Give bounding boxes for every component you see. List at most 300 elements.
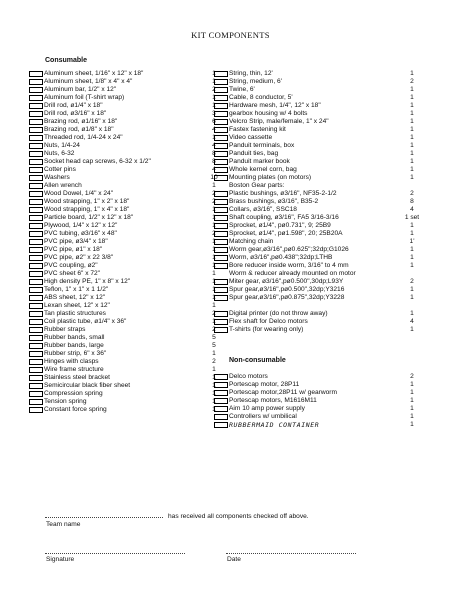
signature-line[interactable] — [45, 553, 185, 554]
checklist-item — [214, 405, 434, 413]
checklist-item — [29, 230, 229, 238]
item-quantity: 1 — [410, 381, 414, 388]
item-quantity: 1 — [212, 270, 216, 277]
item-label: Teflon, 1" x 1" x 1 1/2" — [44, 286, 109, 293]
checkbox[interactable] — [29, 127, 43, 134]
date-line[interactable] — [226, 553, 356, 554]
checklist-item — [29, 254, 229, 262]
item-quantity: 1 — [212, 398, 216, 405]
checklist-item — [214, 158, 434, 166]
checkbox[interactable] — [29, 303, 43, 310]
checkbox[interactable] — [214, 239, 228, 246]
checkbox[interactable] — [214, 79, 228, 86]
item-label: Aim 10 amp power supply — [229, 405, 305, 412]
item-label: String, thin, 12' — [229, 70, 273, 77]
checklist-item — [29, 302, 229, 310]
item-label: Fastex fastening kit — [229, 126, 286, 133]
item-quantity: 8 — [212, 158, 216, 165]
checklist-item — [29, 318, 229, 326]
checkbox[interactable] — [29, 327, 43, 334]
item-quantity: 1 — [410, 118, 414, 125]
checklist-item — [29, 70, 229, 78]
item-quantity: 1 — [212, 286, 216, 293]
item-label: Flex shaft for Delco motors — [229, 318, 308, 325]
item-label: Constant force spring — [44, 406, 107, 413]
item-quantity: 1 — [212, 238, 216, 245]
checkbox[interactable] — [29, 119, 43, 126]
item-label: Drill rod, ø3/16" x 18" — [44, 110, 107, 117]
checkbox[interactable] — [29, 167, 43, 174]
checkbox[interactable] — [29, 319, 43, 326]
checklist-item — [214, 166, 434, 174]
item-quantity: 1 — [212, 206, 216, 213]
item-label: Panduit marker book — [229, 158, 290, 165]
item-label: PVC pipe, ø2" x 22 3/8" — [44, 254, 114, 261]
item-label: Sprocket, ø1/4", pø0.731", 9; 25B9 — [229, 222, 331, 229]
item-label: Worm gear,ø3/16",pø0.625";32dp;G1026 — [229, 246, 349, 253]
date-label: Date — [227, 556, 241, 563]
item-quantity: 1 — [410, 310, 414, 317]
item-quantity: 1 — [410, 102, 414, 109]
checklist-item — [29, 182, 229, 190]
checklist-item — [29, 142, 229, 150]
item-label: Threaded rod, 1/4-24 x 24" — [44, 134, 123, 141]
checklist-item — [29, 238, 229, 246]
item-quantity: 1 — [212, 222, 216, 229]
item-label: PVC tubing, ø3/16" x 48" — [44, 230, 117, 237]
checkbox[interactable] — [214, 111, 228, 118]
checklist-item — [29, 326, 229, 334]
checkbox[interactable] — [29, 399, 43, 406]
item-quantity: 8 — [212, 150, 216, 157]
checklist-item — [29, 126, 229, 134]
checkbox[interactable] — [214, 263, 228, 270]
checkbox[interactable] — [214, 175, 228, 182]
item-quantity: 2 — [212, 86, 216, 93]
checkbox[interactable] — [29, 135, 43, 142]
checkbox[interactable] — [29, 215, 43, 222]
checklist-item — [29, 222, 229, 230]
item-label: Shaft coupling, ø3/16", FA5 3/16-3/16 — [229, 214, 339, 221]
checklist-item — [214, 294, 434, 302]
page-title: KIT COMPONENTS — [191, 30, 270, 40]
checklist-item — [214, 310, 434, 318]
item-label: Aluminum foil (T-shirt wrap) — [44, 94, 125, 101]
checkbox[interactable] — [29, 95, 43, 102]
item-label: Lexan sheet, 12" x 12" — [44, 302, 110, 309]
item-label: Portescap motor,28P11 w/ gearworm — [229, 389, 337, 396]
checklist-item — [214, 278, 434, 286]
checklist-item — [214, 222, 434, 230]
item-quantity: 1 — [410, 150, 414, 157]
item-label: Worm, ø3/16",pø0.438";32dp;LTHB — [229, 254, 333, 261]
checkbox[interactable] — [29, 175, 43, 182]
item-label: Wood strapping, 1" x 2" x 18" — [44, 198, 130, 205]
checkbox[interactable] — [214, 135, 228, 142]
checkbox[interactable] — [214, 390, 228, 397]
item-quantity: 1 — [410, 86, 414, 93]
item-label: Particle board, 1/2" x 12" x 18" — [44, 214, 134, 221]
item-quantity: 4 — [410, 206, 414, 213]
item-label: Delco motors — [229, 373, 268, 380]
checkbox[interactable] — [214, 327, 228, 334]
checklist-item — [214, 110, 434, 118]
item-label: Spur gear,ø3/16",pø0.875",32dp;Y3228 — [229, 294, 345, 301]
checklist-item — [214, 190, 434, 198]
team-name-blank[interactable] — [45, 517, 163, 518]
checkbox[interactable] — [214, 382, 228, 389]
item-label: gearbox housing w/ 4 bolts — [229, 110, 308, 117]
checkbox[interactable] — [29, 383, 43, 390]
item-label: Matching chain — [229, 238, 274, 245]
checkbox[interactable] — [214, 191, 228, 198]
checkbox[interactable] — [214, 119, 228, 126]
checkbox[interactable] — [29, 191, 43, 198]
item-quantity: 1 — [212, 366, 216, 373]
item-label: RUBBERMAID CONTAINER — [229, 421, 320, 429]
item-quantity: 1 — [410, 405, 414, 412]
item-label: Nuts, 6-32 — [44, 150, 75, 157]
item-label: Nuts, 1/4-24 — [44, 142, 80, 149]
consumable-heading: Consumable — [45, 57, 88, 64]
checklist-item — [29, 174, 229, 182]
checkbox[interactable] — [29, 359, 43, 366]
checkbox[interactable] — [29, 407, 43, 414]
checklist-item — [29, 134, 229, 142]
checkbox[interactable] — [214, 159, 228, 166]
item-quantity: 2 — [212, 358, 216, 365]
received-statement: has received all components checked off above. — [168, 513, 309, 520]
item-label: Collars, ø3/16", SSC18 — [229, 206, 297, 213]
item-label: T-shirts (for wearing only) — [229, 326, 304, 333]
checkbox[interactable] — [214, 199, 228, 206]
checklist-item — [29, 382, 229, 390]
item-quantity: 1 — [410, 142, 414, 149]
checklist-item — [214, 326, 434, 334]
item-label: Panduit ties, bag — [229, 150, 279, 157]
checkbox[interactable] — [29, 247, 43, 254]
item-label: Plywood, 1/4" x 12" x 12" — [44, 222, 118, 229]
right-item-list — [214, 70, 434, 334]
checkbox[interactable] — [29, 79, 43, 86]
checkbox[interactable] — [29, 343, 43, 350]
item-quantity: 1 — [212, 294, 216, 301]
item-quantity: 1 — [212, 94, 216, 101]
checkbox[interactable] — [214, 422, 228, 429]
checkbox[interactable] — [214, 127, 228, 134]
item-label: Cable, 8 conductor, 5' — [229, 94, 293, 101]
checkbox[interactable] — [29, 375, 43, 382]
checklist-item — [214, 286, 434, 294]
team-name-label: Team name — [46, 521, 81, 528]
item-label: Rubber straps — [44, 326, 86, 333]
checkbox[interactable] — [214, 143, 228, 150]
item-label: Aluminum bar, 1/2" x 12" — [44, 86, 117, 93]
checkbox[interactable] — [29, 143, 43, 150]
checkbox[interactable] — [214, 374, 228, 381]
checkbox[interactable] — [29, 151, 43, 158]
item-quantity: 1 — [410, 230, 414, 237]
item-quantity: 2 — [410, 190, 414, 197]
checklist-item — [29, 150, 229, 158]
checklist-item — [29, 246, 229, 254]
checklist-item — [214, 174, 434, 182]
checkbox[interactable] — [214, 167, 228, 174]
checkbox[interactable] — [29, 103, 43, 110]
item-label: Aluminum sheet, 1/16" x 12" x 18" — [44, 70, 144, 77]
item-quantity: 3 — [212, 110, 216, 117]
checkbox[interactable] — [29, 111, 43, 118]
checklist-item — [29, 334, 229, 342]
item-label: Video cassette — [229, 134, 273, 141]
checkbox[interactable] — [214, 295, 228, 302]
item-label: Hardware mesh, 1/4", 12" x 18" — [229, 102, 321, 109]
checklist-item — [214, 150, 434, 158]
item-quantity: 1 — [212, 374, 216, 381]
item-label: Hinges with clasps — [44, 358, 99, 365]
item-quantity: 1 — [410, 94, 414, 101]
checklist-item — [29, 102, 229, 110]
checkbox[interactable] — [29, 87, 43, 94]
item-label: Sprocket, ø1/4", pø1.598", 20; 25B20A — [229, 230, 343, 237]
item-label: ABS sheet, 12" x 12" — [44, 294, 106, 301]
checkbox[interactable] — [214, 311, 228, 318]
checklist-item — [214, 78, 434, 86]
checklist-item — [214, 94, 434, 102]
checklist-item — [214, 254, 434, 262]
checkbox[interactable] — [29, 71, 43, 78]
item-label: Twine, 6' — [229, 86, 255, 93]
checklist-item — [214, 246, 434, 254]
checkbox[interactable] — [29, 239, 43, 246]
checkbox[interactable] — [214, 406, 228, 413]
checklist-item — [29, 110, 229, 118]
item-quantity: 1 set — [404, 214, 420, 221]
item-label: PVC pipe, ø1" x 18" — [44, 246, 103, 253]
item-quantity: 1 — [410, 222, 414, 229]
checklist-item — [214, 134, 434, 142]
item-label: Brazing rod, ø1/16" x 18" — [44, 118, 118, 125]
item-quantity: 10 — [210, 174, 218, 181]
item-label: Velcro Strip, male/female, 1" x 24" — [229, 118, 329, 125]
checklist-item — [29, 278, 229, 286]
item-label: Cotter pins — [44, 166, 76, 173]
item-label: Panduit terminals, box — [229, 142, 295, 149]
item-quantity: 1 — [212, 70, 216, 77]
checklist-item — [214, 118, 434, 126]
checkbox[interactable] — [214, 95, 228, 102]
item-quantity: 1 — [212, 302, 216, 309]
item-quantity: 1 — [212, 318, 216, 325]
checklist-item — [214, 126, 434, 134]
checkbox[interactable] — [29, 335, 43, 342]
checkbox[interactable] — [214, 279, 228, 286]
checkbox[interactable] — [214, 414, 228, 421]
item-quantity: 1 — [212, 134, 216, 141]
item-label: Rubber strip, 6" x 36" — [44, 350, 107, 357]
item-quantity: 1 — [212, 214, 216, 221]
checkbox[interactable] — [214, 398, 228, 405]
checkbox[interactable] — [214, 247, 228, 254]
checkbox[interactable] — [29, 159, 43, 166]
item-quantity: 1 — [410, 421, 414, 428]
item-quantity: 2 — [212, 310, 216, 317]
item-label: PVC coupling, ø2" — [44, 262, 98, 269]
checklist-item — [214, 214, 434, 222]
checkbox[interactable] — [29, 311, 43, 318]
checklist-item — [214, 389, 434, 397]
checkbox[interactable] — [214, 207, 228, 214]
checklist-item — [214, 373, 434, 381]
checklist-item — [214, 302, 434, 310]
checklist-item — [214, 270, 434, 278]
item-label: Plastic bushings, ø3/16", NF35-2-1/2 — [229, 190, 337, 197]
item-quantity: 1 — [212, 382, 216, 389]
checkbox[interactable] — [214, 319, 228, 326]
checklist-item — [29, 270, 229, 278]
item-label: Socket head cap screws, 6-32 x 1/2" — [44, 158, 151, 165]
checkbox[interactable] — [214, 215, 228, 222]
item-quantity: 4 — [212, 166, 216, 173]
item-label: Coil plastic tube, ø1/4" x 36" — [44, 318, 127, 325]
checkbox[interactable] — [214, 71, 228, 78]
item-label: Bore reducer inside worm, 3/16" to 4 mm — [229, 262, 349, 269]
item-label: Wood Dowel, 1/4" x 24" — [44, 190, 114, 197]
item-quantity: 1 — [212, 406, 216, 413]
item-label: High density PE, 1" x 8" x 12" — [44, 278, 131, 285]
checkbox[interactable] — [29, 263, 43, 270]
checklist-item — [214, 230, 434, 238]
checklist-item — [29, 78, 229, 86]
checkbox[interactable] — [29, 231, 43, 238]
item-label: PVC pipe, ø3/4" x 18" — [44, 238, 108, 245]
item-quantity: 1 — [410, 326, 414, 333]
item-label: String, medium, 6' — [229, 78, 282, 85]
checklist-item — [214, 421, 434, 429]
item-quantity: 1 — [212, 390, 216, 397]
item-quantity: 1' — [409, 238, 415, 245]
checkbox[interactable] — [29, 351, 43, 358]
checklist-item — [214, 318, 434, 326]
item-quantity: 1 — [410, 389, 414, 396]
item-label: Wood strapping, 1" x 4" x 18" — [44, 206, 130, 213]
checkbox[interactable] — [29, 367, 43, 374]
item-label: Rubber bands, small — [44, 334, 105, 341]
checklist-item — [29, 358, 229, 366]
item-quantity: 1 — [410, 294, 414, 301]
item-label: Portescap motor, 28P11 — [229, 381, 300, 388]
item-quantity: 5 — [212, 334, 216, 341]
nonconsumable-item-list — [214, 373, 434, 429]
checkbox[interactable] — [29, 391, 43, 398]
item-label: Portescap motors, M1616M11 — [229, 397, 317, 404]
checkbox[interactable] — [214, 103, 228, 110]
checklist-item — [214, 413, 434, 421]
item-quantity: 1 — [410, 397, 414, 404]
checklist-item — [29, 390, 229, 398]
checkbox[interactable] — [29, 271, 43, 278]
item-quantity: 1 — [212, 246, 216, 253]
item-quantity: 1 — [212, 350, 216, 357]
item-label: Miter gear, ø3/16",pø0.500",30dp;L93Y — [229, 278, 344, 285]
checklist-item — [214, 102, 434, 110]
checkbox[interactable] — [214, 223, 228, 230]
item-label: Tension spring — [44, 398, 87, 405]
item-quantity: 1 — [410, 254, 414, 261]
checkbox[interactable] — [29, 295, 43, 302]
left-item-list — [29, 70, 229, 414]
checkbox[interactable] — [29, 183, 43, 190]
checklist-item — [29, 350, 229, 358]
checklist-item — [29, 366, 229, 374]
item-quantity: 1 — [410, 246, 414, 253]
checklist-item — [214, 381, 434, 389]
checklist-item — [29, 206, 229, 214]
checkbox[interactable] — [214, 87, 228, 94]
checklist-item — [29, 118, 229, 126]
item-label: Brass bushings, ø3/16", B35-2 — [229, 198, 319, 205]
item-label: Semicircular black fiber sheet — [44, 382, 131, 389]
checklist-item — [214, 86, 434, 94]
checklist-item — [29, 166, 229, 174]
checklist-item — [214, 198, 434, 206]
item-quantity: 5 — [212, 342, 216, 349]
item-label: Digital printer (do not throw away) — [229, 310, 328, 317]
item-quantity: 2 — [410, 278, 414, 285]
item-quantity: 8 — [410, 198, 414, 205]
checkbox[interactable] — [29, 207, 43, 214]
checklist-item — [29, 198, 229, 206]
checklist-item — [214, 182, 434, 190]
checkbox[interactable] — [214, 255, 228, 262]
item-quantity: 4 — [212, 126, 216, 133]
item-quantity: 1 — [410, 70, 414, 77]
item-quantity: 1 — [212, 102, 216, 109]
checkbox[interactable] — [214, 287, 228, 294]
item-quantity: 2 — [212, 190, 216, 197]
item-label: Brazing rod, ø1/8" x 18" — [44, 126, 114, 133]
checkbox[interactable] — [29, 255, 43, 262]
checkbox[interactable] — [214, 231, 228, 238]
checklist-item — [29, 86, 229, 94]
item-label: Stainless steel bracket — [44, 374, 110, 381]
item-quantity: 1 — [410, 166, 414, 173]
item-label: Tan plastic structures — [44, 310, 106, 317]
signature-label: Signature — [46, 556, 75, 563]
checkbox[interactable] — [29, 287, 43, 294]
item-quantity: 2 — [212, 198, 216, 205]
checklist-item — [29, 374, 229, 382]
item-label: Compression spring — [44, 390, 103, 397]
checkbox[interactable] — [29, 223, 43, 230]
item-quantity: 4 — [212, 142, 216, 149]
item-label: Spur gear,ø3/16",pø0.500",32dp;Y3216 — [229, 286, 345, 293]
checklist-item — [29, 310, 229, 318]
checkbox[interactable] — [29, 199, 43, 206]
item-quantity: 1 — [410, 158, 414, 165]
checklist-item — [29, 262, 229, 270]
item-label: Washers — [44, 174, 70, 181]
item-quantity: 1 — [410, 174, 414, 181]
checkbox[interactable] — [29, 279, 43, 286]
item-label: Whole kernel corn, bag — [229, 166, 297, 173]
item-quantity: 1 — [212, 278, 216, 285]
item-quantity: 1 — [410, 110, 414, 117]
nonconsumable-heading: Non-consumable — [229, 357, 286, 364]
checklist-item — [214, 70, 434, 78]
checkbox[interactable] — [214, 151, 228, 158]
checklist-item — [29, 190, 229, 198]
